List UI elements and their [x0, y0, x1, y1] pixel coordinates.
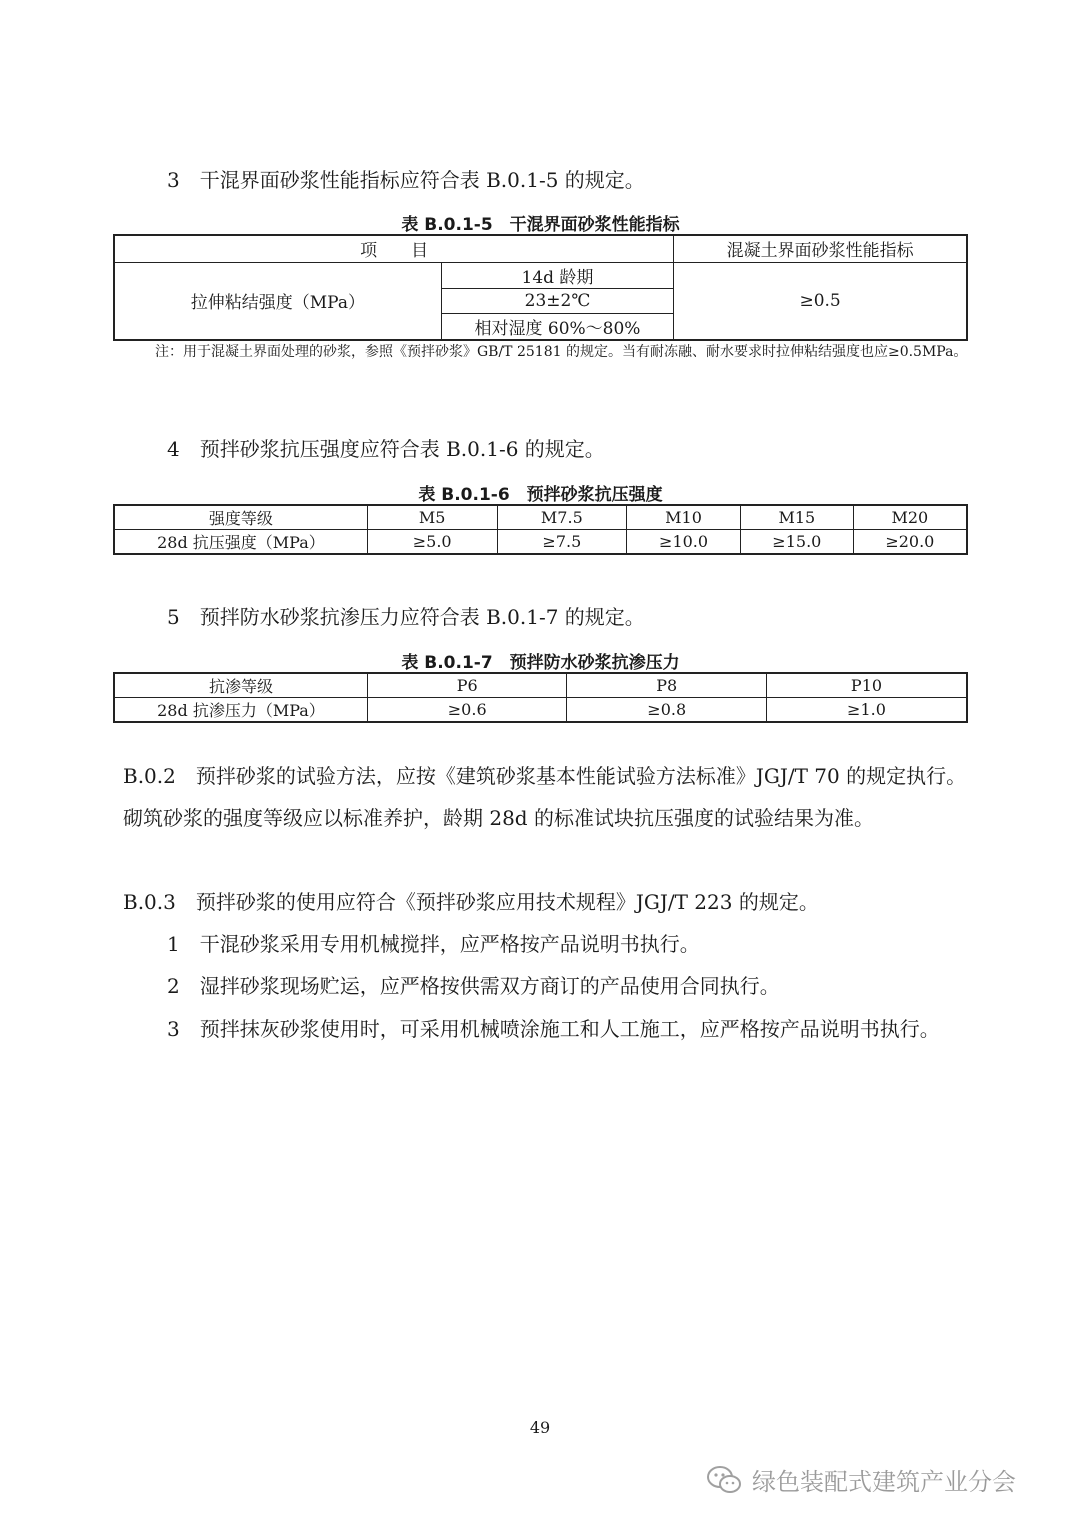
section-b02: B.0.2 预拌砂浆的试验方法，应按《建筑砂浆基本性能试验方法标准》JGJ/T 70 的规定执行。砌筑砂浆的强度等级应以标准养护，龄期 28d 的标准试块抗压强度的试验结果为准。 — [123, 764, 967, 830]
page-number: 49 — [529, 1418, 551, 1437]
table-6-header-label: 强度等级 — [114, 505, 367, 530]
table-5-note: 注：用于混凝土界面处理的砂浆，参照《预拌砂浆》GB/T 25181 的规定。当有耐冻融、耐水要求时拉伸粘结强度也应≥0.5MPa。 — [155, 344, 968, 360]
table-6-grade: M15 — [740, 505, 853, 530]
item-4-text: 4 预拌砂浆抗压强度应符合表 B.0.1-6 的规定。 — [167, 437, 605, 461]
table-6-value: ≥15.0 — [740, 530, 853, 555]
table-7-value: ≥0.8 — [567, 698, 767, 723]
table-6-caption: 表 B.0.1-6 预拌砂浆抗压强度 — [418, 485, 663, 505]
section-b03-item-1: 1 干混砂浆采用专用机械搅拌，应严格按产品说明书执行。 — [167, 932, 700, 956]
table-7-grade: P10 — [766, 673, 967, 698]
item-5-text: 5 预拌防水砂浆抗渗压力应符合表 B.0.1-7 的规定。 — [167, 605, 645, 629]
table-6-value: ≥20.0 — [853, 530, 967, 555]
table-5-header-item: 项 目 — [114, 235, 674, 262]
watermark — [706, 1462, 1016, 1497]
table-6-grade: M20 — [853, 505, 967, 530]
section-b03-item-2: 2 湿拌砂浆现场贮运，应严格按供需双方商订的产品使用合同执行。 — [167, 974, 780, 998]
watermark-text: 绿色装配式建筑产业分会 — [752, 1468, 1016, 1496]
table-7 — [113, 672, 968, 723]
table-6-row-label: 28d 抗压强度（MPa） — [114, 530, 367, 555]
table-5-value: ≥0.5 — [674, 262, 967, 340]
table-6-value: ≥5.0 — [367, 530, 497, 555]
table-7-caption: 表 B.0.1-7 预拌防水砂浆抗渗压力 — [401, 653, 680, 673]
table-6-value: ≥7.5 — [497, 530, 627, 555]
table-7-grade: P8 — [567, 673, 767, 698]
table-6-grade: M10 — [627, 505, 741, 530]
table-7-value: ≥0.6 — [367, 698, 567, 723]
section-b03: B.0.3 预拌砂浆的使用应符合《预拌砂浆应用技术规程》JGJ/T 223 的规定。 — [123, 890, 819, 914]
table-6-value: ≥10.0 — [627, 530, 741, 555]
table-6-grade: M5 — [367, 505, 497, 530]
table-7-value: ≥1.0 — [766, 698, 967, 723]
table-5-condition: 相对湿度 60%～80% — [441, 313, 674, 340]
table-5-caption: 表 B.0.1-5 干混界面砂浆性能指标 — [401, 215, 680, 235]
table-7-grade: P6 — [367, 673, 567, 698]
table-6 — [113, 504, 968, 555]
table-5-header-index: 混凝土界面砂浆性能指标 — [674, 235, 967, 262]
wechat-icon — [706, 1465, 742, 1495]
table-5-condition: 14d 龄期 — [441, 262, 674, 288]
item-3-text: 3 干混界面砂浆性能指标应符合表 B.0.1-5 的规定。 — [167, 168, 645, 192]
table-5-condition: 23±2℃ — [441, 288, 674, 313]
table-5 — [113, 234, 968, 341]
table-6-grade: M7.5 — [497, 505, 627, 530]
table-7-row-label: 28d 抗渗压力（MPa） — [114, 698, 367, 723]
table-7-header-label: 抗渗等级 — [114, 673, 367, 698]
section-b03-item-3: 3 预拌抹灰砂浆使用时，可采用机械喷涂施工和人工施工，应严格按产品说明书执行。 — [167, 1017, 940, 1041]
table-5-row-label: 拉伸粘结强度（MPa） — [114, 262, 441, 340]
